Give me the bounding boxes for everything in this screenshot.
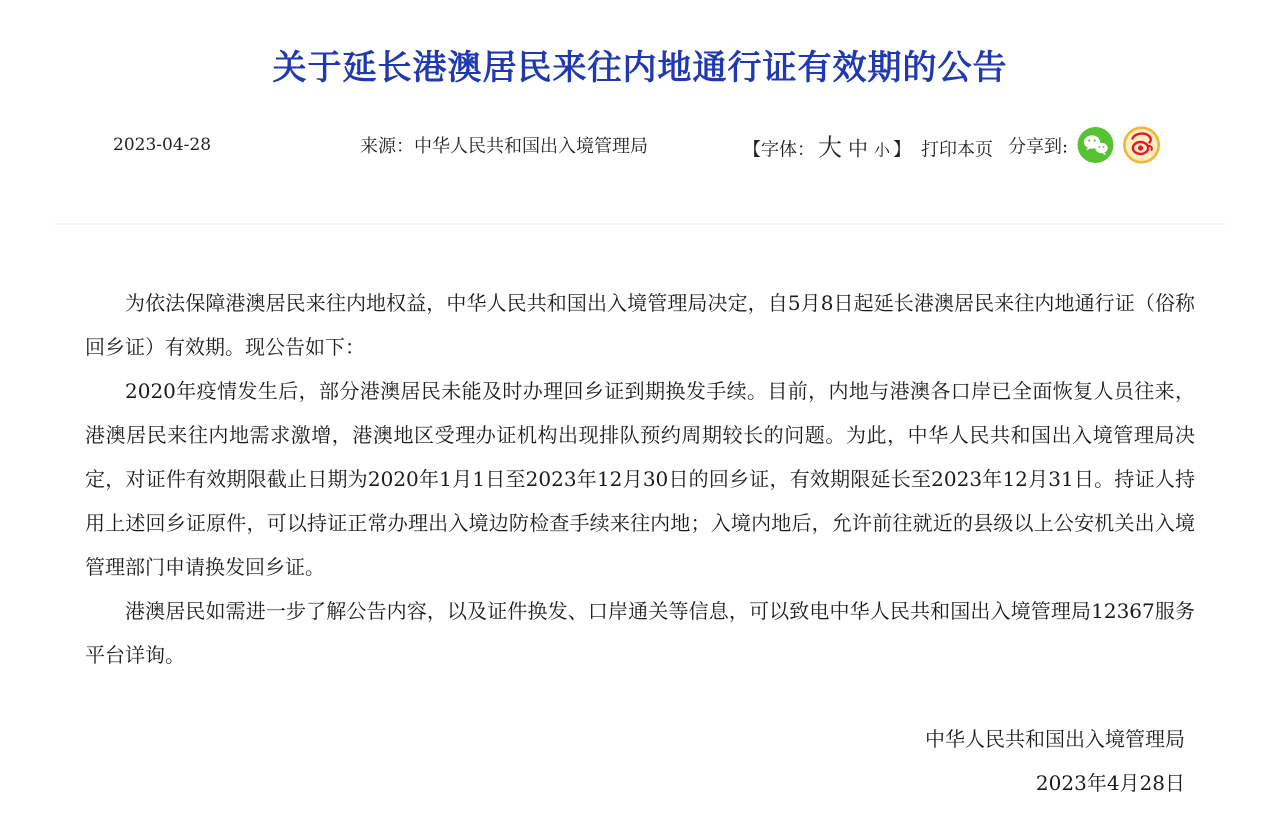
publish-date: 2023-04-28	[113, 135, 212, 155]
signature-block	[0, 717, 1280, 805]
meta-row	[0, 120, 1280, 170]
issue-date: 2023年4月28日	[1035, 771, 1185, 795]
font-size-medium-button[interactable]: 中	[848, 136, 868, 161]
share-bar	[1008, 127, 1160, 164]
font-size-controls	[743, 128, 993, 163]
announcement-page	[0, 44, 1280, 823]
font-bracket-open: 【字体：	[743, 139, 815, 161]
article-body	[0, 281, 1280, 677]
font-bracket-close: 】	[893, 139, 912, 161]
print-page-button[interactable]: 打印本页	[921, 139, 994, 161]
issuing-authority: 中华人民共和国出入境管理局	[925, 727, 1185, 751]
header-divider	[55, 223, 1225, 225]
font-size-large-button[interactable]: 大	[818, 133, 842, 162]
body-paragraph-2: 2020年疫情发生后，部分港澳居民未能及时办理回乡证到期换发手续。目前，内地与港澳各口岸已全面恢复人员往来，港澳居民来往内地需求激增，港澳地区受理办证机构出现排队预约周期较长的问题。为此，中华人民共和国出入境管理局决定，对证件有效期限截止日期为2020年1月1日至2023年12月30日的回乡证，有效期限延长至2023年12月31日。持证人持用上述回乡证原件，可以持证正常办理出入境边防检查手续来往内地；入境内地后，允许前往就近的县级以上公安机关出入境管理部门申请换发回乡证。	[85, 379, 1195, 579]
body-paragraph-3: 港澳居民如需进一步了解公告内容，以及证件换发、口岸通关等信息，可以致电中华人民共和国出入境管理局12367服务平台详询。	[85, 599, 1195, 667]
weibo-icon[interactable]	[1123, 127, 1160, 164]
font-size-small-button[interactable]: 小	[874, 140, 891, 160]
source-label: 来源：中华人民共和国出入境管理局	[360, 136, 648, 157]
wechat-icon[interactable]	[1077, 127, 1114, 164]
body-paragraph-1: 为依法保障港澳居民来往内地权益，中华人民共和国出入境管理局决定，自5月8日起延长港澳居民来往内地通行证（俗称回乡证）有效期。现公告如下：	[85, 291, 1195, 359]
page-title: 关于延长港澳居民来往内地通行证有效期的公告	[272, 48, 1008, 88]
share-to-label: 分享到:	[1008, 136, 1069, 157]
